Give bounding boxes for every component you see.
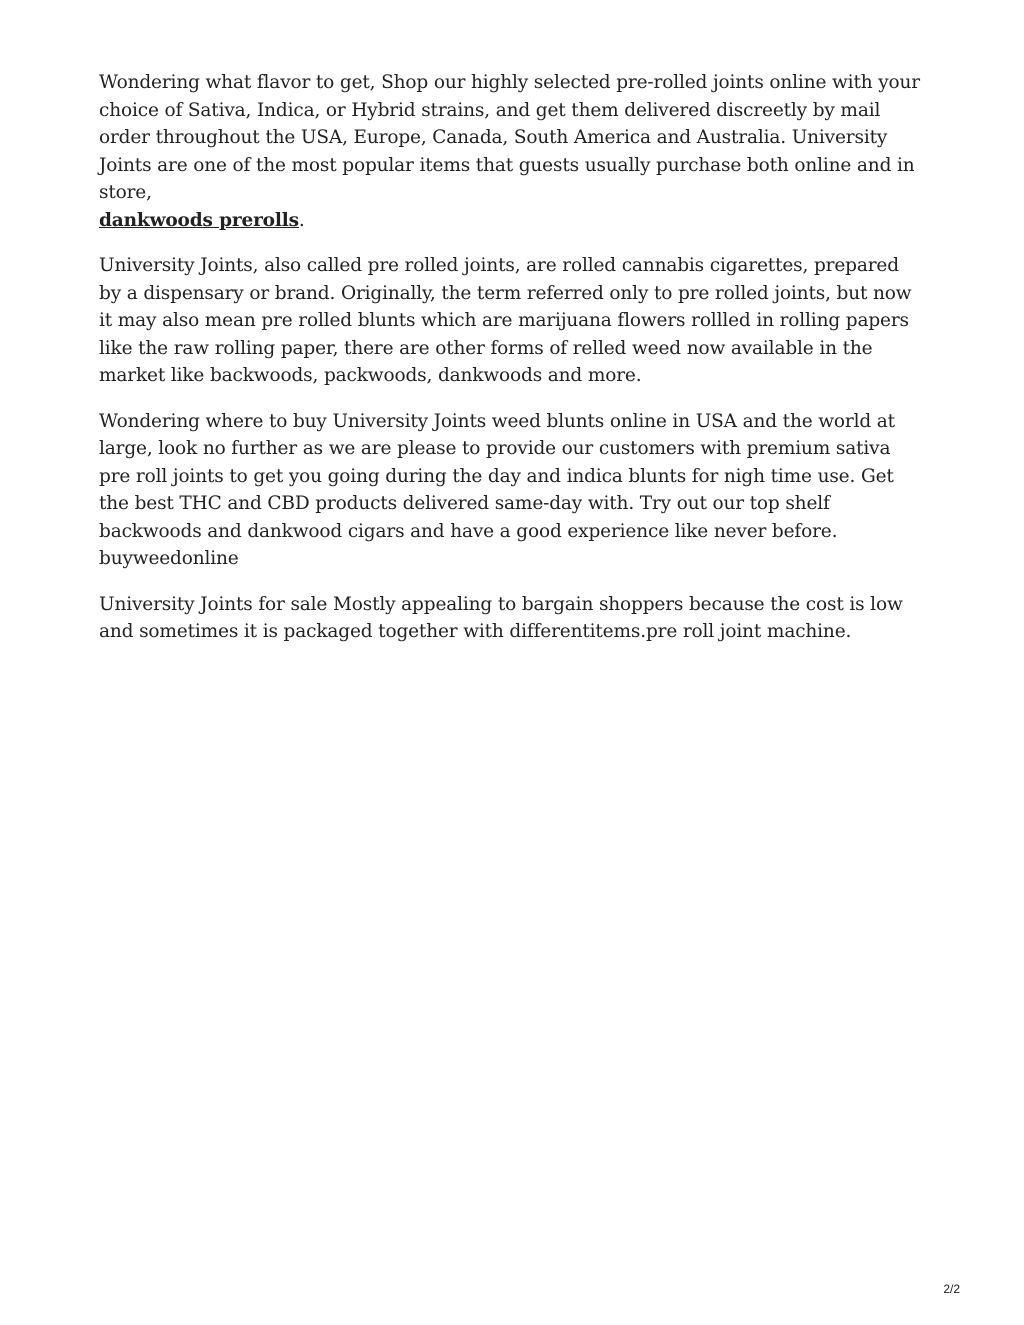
paragraph-1-text: Wondering what flavor to get, Shop our highly selected pre-rolled joints online with your choice of Sativa, Indica, or Hybrid strains, and get them delivered discreetly by mail order throughout the USA, Europe, Canada, South America and Australia. University Joints are one of the most popular items that guests usually purchase both online and in store, xyxy=(99,72,920,203)
document-body xyxy=(99,69,924,664)
paragraph-4: University Joints for sale Mostly appealing to bargain shoppers because the cost is low and sometimes it is packaged together with differentitems.pre roll joint machine. xyxy=(99,593,903,642)
paragraph-3: Wondering where to buy University Joints weed blunts online in USA and the world at large, look no further as we are please to provide our customers with premium sativa pre roll joints to get you going during the day and indica blunts for nigh time use. Get the best THC and CBD products delivered same-day with. Try out our top shelf backwoods and dankwood cigars and have a good experience like never before. buyweedonline xyxy=(99,410,895,569)
paragraph-1 xyxy=(99,69,924,234)
paragraph-1-trailing: . xyxy=(298,209,305,231)
paragraph-2: University Joints, also called pre rolled joints, are rolled cannabis cigarettes, prepared by a dispensary or brand. Originally, the term referred only to pre rolled joints, but now it may also mean pre rolled blunts which are marijuana flowers rollled in rolling papers like the raw rolling paper, there are other forms of relled weed now available in the market like backwoods, packwoods, dankwoods and more. xyxy=(99,255,912,386)
dankwoods-prerolls-link[interactable]: dankwoods prerolls xyxy=(99,209,299,231)
page-number: 2/2 xyxy=(943,1282,960,1296)
